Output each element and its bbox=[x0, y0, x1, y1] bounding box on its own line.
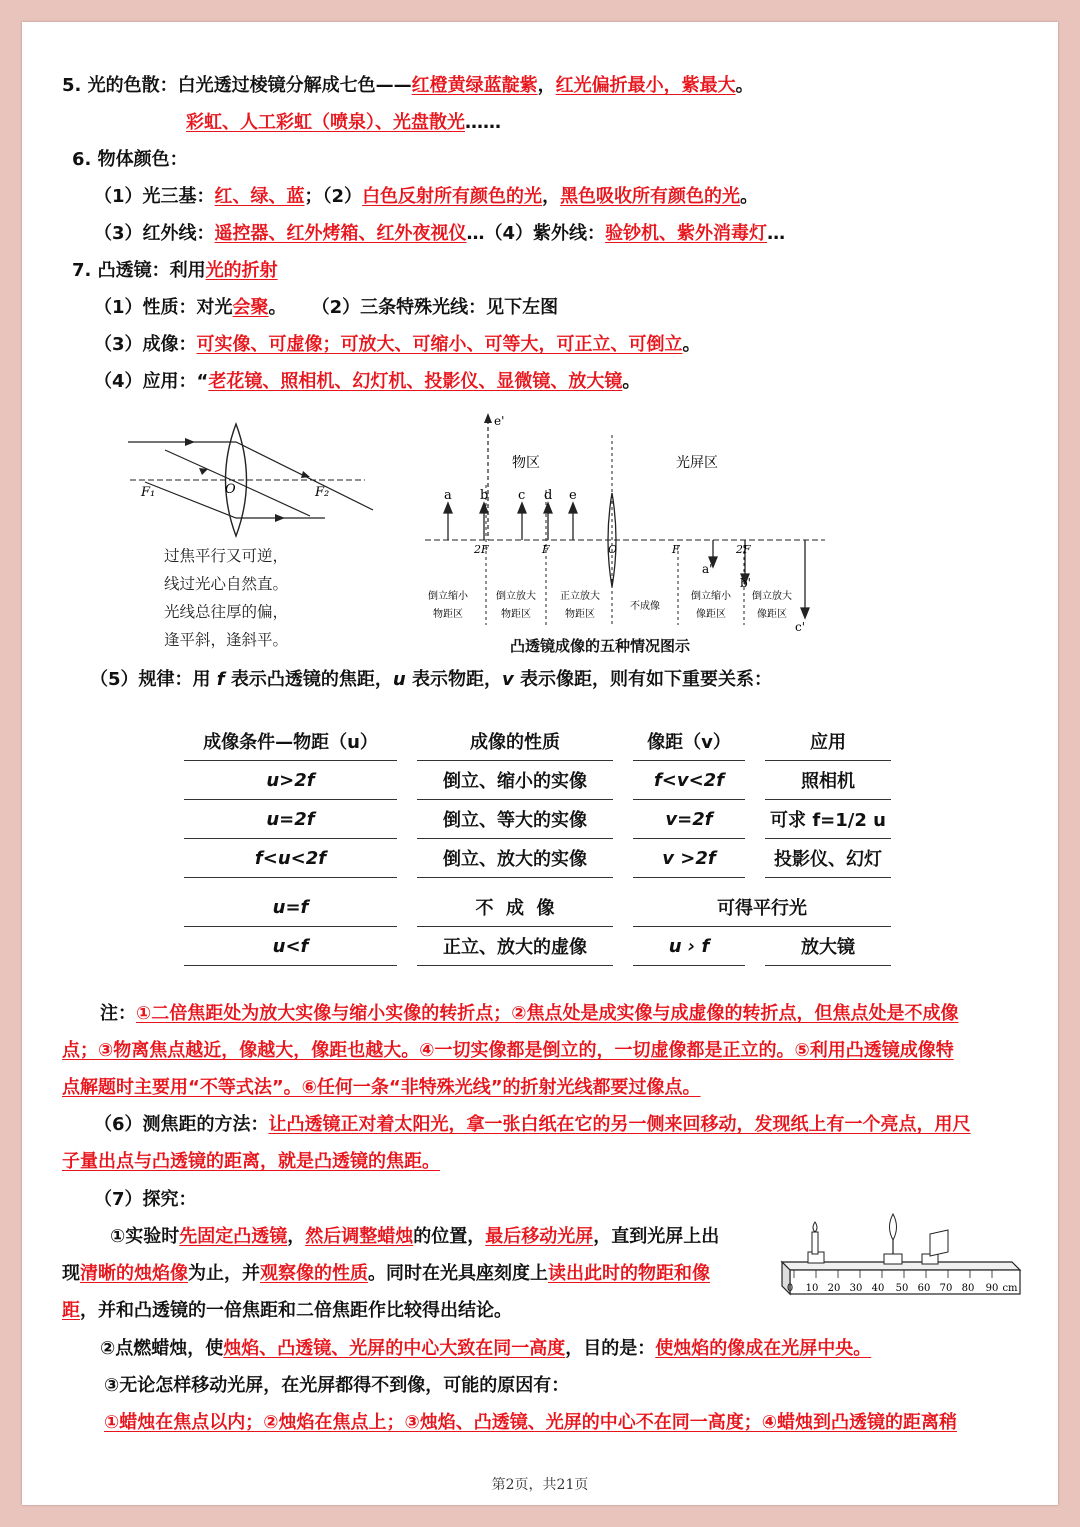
answer: 读出此时的物距和像 bbox=[548, 1263, 710, 1284]
cell: 倒立、等大的实像 bbox=[417, 800, 613, 839]
text: 。 bbox=[740, 186, 759, 207]
cell: 倒立、缩小的实像 bbox=[417, 761, 613, 800]
answer: 然后调整蜡烛 bbox=[305, 1226, 414, 1247]
cell-text: 像距区 bbox=[757, 609, 787, 620]
cell: u<f bbox=[184, 927, 397, 966]
cell-text: 不成像 bbox=[630, 601, 660, 612]
color-line-2 bbox=[94, 221, 785, 247]
screen bbox=[930, 1230, 948, 1256]
note-line-1 bbox=[100, 1001, 958, 1027]
experiment-line-3 bbox=[62, 1298, 512, 1324]
cell-text: 物距区 bbox=[565, 609, 595, 620]
tick-label: 50 bbox=[895, 1283, 909, 1294]
mark-label: 2F bbox=[736, 543, 751, 556]
rhyme-line: 逢平斜，逢斜平。 bbox=[164, 631, 289, 649]
lens-imaging bbox=[94, 332, 701, 358]
experiment-line-4 bbox=[100, 1336, 871, 1362]
text: 。同时在光具座刻度上 bbox=[368, 1263, 548, 1284]
text: （3）成像： bbox=[94, 334, 197, 355]
screen-zone-label: 光屏区 bbox=[676, 455, 718, 471]
text: 。 bbox=[622, 371, 641, 392]
answer: 、 bbox=[375, 112, 393, 133]
answer: 清晰的烛焰像 bbox=[80, 1263, 188, 1284]
answer: 观察像的性质 bbox=[260, 1263, 368, 1284]
cell-text: 倒立放大 bbox=[496, 591, 536, 602]
text: （3）红外线： bbox=[94, 223, 215, 244]
cell: u=f bbox=[184, 888, 397, 927]
experiment-line-2 bbox=[62, 1261, 710, 1287]
cell: 投影仪、幻灯 bbox=[765, 839, 891, 878]
answer: 彩虹、人工彩虹（喷泉） bbox=[186, 112, 375, 133]
mark-label: F bbox=[672, 543, 680, 556]
cell-text: 倒立放大 bbox=[752, 591, 792, 602]
note-line-3 bbox=[62, 1075, 701, 1101]
object-label: d bbox=[544, 488, 553, 503]
object-label: e bbox=[569, 488, 577, 503]
header-cell: 成像条件—物距（u） bbox=[184, 722, 397, 761]
tick-label: 20 bbox=[827, 1283, 841, 1294]
text: （1）光三基： bbox=[94, 186, 215, 207]
text: 5. 光的色散：白光透过棱镜分解成七色—— bbox=[62, 75, 412, 96]
answer: 白色反射所有颜色的光 bbox=[362, 186, 543, 207]
cell: 可求 f=1/2 u bbox=[765, 800, 891, 839]
lens-property bbox=[94, 295, 558, 321]
answer: 烛焰、凸透镜、光屏的中心大致在同一高度 bbox=[223, 1338, 566, 1359]
text: 的位置， bbox=[413, 1226, 486, 1247]
answer: 点解题时主要用“不等式法”。⑥任何一条“非特殊光线”的折射光线都要过像点。 bbox=[62, 1077, 701, 1098]
cell: u>2f bbox=[184, 761, 397, 800]
dispersion-line bbox=[62, 73, 754, 99]
tick-label: 0 bbox=[786, 1283, 794, 1294]
object-label: a bbox=[444, 488, 452, 503]
experiment-line-1 bbox=[110, 1224, 719, 1250]
table-row bbox=[184, 927, 891, 966]
lens bbox=[890, 1214, 897, 1240]
unit-label: cm bbox=[1002, 1283, 1018, 1294]
cell: f<v<2f bbox=[633, 761, 745, 800]
cell-text: 正立放大 bbox=[560, 591, 600, 602]
tick-label: 40 bbox=[871, 1283, 885, 1294]
page-number: 第2页，共21页 bbox=[491, 1477, 589, 1493]
experiment-line-5: ③无论怎样移动光屏，在光屏都得不到像，可能的原因有： bbox=[104, 1375, 570, 1396]
answer: 使烛焰的像成在光屏中央。 bbox=[655, 1338, 872, 1359]
text: （5）规律：用 bbox=[90, 669, 217, 690]
answer: 红橙黄绿蓝靛紫 bbox=[411, 75, 538, 96]
text: ①实验时 bbox=[110, 1226, 180, 1247]
text: ；（2） bbox=[304, 186, 363, 207]
cell: u=2f bbox=[184, 800, 397, 839]
answer: 验钞机、紫外消毒灯 bbox=[605, 223, 768, 244]
cell: 正立、放大的虚像 bbox=[417, 927, 613, 966]
mark-label: F bbox=[542, 543, 550, 556]
mark-label: O bbox=[608, 543, 618, 556]
var: f bbox=[216, 669, 225, 690]
answer: 先固定凸透镜 bbox=[179, 1226, 288, 1247]
header-cell: 成像的性质 bbox=[417, 722, 613, 761]
tick-label: 10 bbox=[805, 1283, 819, 1294]
arrow bbox=[484, 413, 492, 423]
lens-holder bbox=[884, 1254, 902, 1264]
text: ，直到光屏上出 bbox=[593, 1226, 720, 1247]
var: v bbox=[502, 669, 514, 690]
dispersion-examples bbox=[186, 110, 501, 136]
cell: v >2f bbox=[633, 839, 745, 878]
answer: 黑色吸收所有颜色的光 bbox=[560, 186, 741, 207]
lens-title bbox=[72, 258, 278, 284]
cell: 放大镜 bbox=[765, 927, 891, 966]
focal-method-line-1 bbox=[94, 1112, 971, 1138]
answer: 老花镜、照相机、幻灯机、投影仪、显微镜、放大镜 bbox=[208, 371, 623, 392]
text: ，目的是： bbox=[565, 1338, 656, 1359]
answer: 光盘散光 bbox=[393, 112, 465, 133]
object-label: c bbox=[518, 488, 526, 503]
cell: f<u<2f bbox=[184, 839, 397, 878]
arrow bbox=[301, 471, 310, 478]
candle bbox=[812, 1232, 818, 1254]
ray bbox=[165, 450, 310, 516]
text: 表示凸透镜的焦距， bbox=[224, 669, 393, 690]
answer: 遥控器、红外烤箱、红外夜视仪 bbox=[214, 223, 467, 244]
cell-text: 物距区 bbox=[433, 609, 463, 620]
focal-method-line-2 bbox=[62, 1149, 440, 1175]
object-label: b bbox=[480, 488, 489, 503]
text: …… bbox=[465, 112, 501, 133]
special-rays-diagram bbox=[125, 420, 375, 545]
cell-text: 倒立缩小 bbox=[691, 591, 731, 602]
text: （1）性质：对光 bbox=[94, 297, 233, 318]
answer: 点；③物离焦点越近，像越大，像距也越大。④一切实像都是倒立的，一切虚像都是正立的。⑤利用凸透镜成像特 bbox=[62, 1040, 954, 1061]
table-header bbox=[184, 722, 891, 761]
text: 。 （2）三条特殊光线：见下左图 bbox=[268, 297, 559, 318]
text: 为止，并 bbox=[188, 1263, 260, 1284]
ray-rhyme bbox=[164, 542, 288, 654]
answer: ①蜡烛在焦点以内；②烛焰在焦点上；③烛焰、凸透镜、光屏的中心不在同一高度；④蜡烛到凸透镜的距离稍 bbox=[104, 1412, 957, 1433]
text: … bbox=[767, 223, 786, 244]
text: ， bbox=[542, 186, 561, 207]
text: ，并和凸透镜的一倍焦距和二倍焦距作比较得出结论。 bbox=[80, 1300, 512, 1321]
rule-line bbox=[90, 667, 772, 693]
text: 注： bbox=[100, 1003, 136, 1024]
cell: 倒立、放大的实像 bbox=[417, 839, 613, 878]
text: 7. 凸透镜：利用 bbox=[72, 260, 206, 281]
arrow bbox=[199, 468, 208, 475]
image-label: a' bbox=[702, 562, 713, 576]
image-label: b' bbox=[740, 576, 751, 590]
lens-application bbox=[94, 369, 640, 395]
color-title: 6. 物体颜色： bbox=[72, 149, 188, 170]
imaging-cases-diagram bbox=[420, 405, 830, 635]
flame bbox=[813, 1222, 817, 1232]
text: 。 bbox=[735, 75, 754, 96]
rhyme-line: 过焦平行又可逆， bbox=[164, 547, 289, 565]
cell-text: 物距区 bbox=[501, 609, 531, 620]
object-zone-label: 物区 bbox=[512, 455, 540, 471]
ray bbox=[128, 442, 373, 510]
note-line-2 bbox=[62, 1038, 954, 1064]
answer: 可实像、可虚像；可放大、可缩小、可等大，可正立、可倒立 bbox=[196, 334, 683, 355]
table-row bbox=[184, 888, 891, 927]
text: ②点燃蜡烛，使 bbox=[100, 1338, 224, 1359]
tick-label: 30 bbox=[849, 1283, 863, 1294]
rhyme-line: 线过光心自然直。 bbox=[164, 575, 289, 593]
answer: 会聚 bbox=[232, 297, 269, 318]
var: u bbox=[392, 669, 406, 690]
header-cell: 像距（v） bbox=[633, 722, 745, 761]
cell: 可得平行光 bbox=[633, 888, 891, 927]
text: （6）测焦距的方法： bbox=[94, 1114, 269, 1135]
mark-label: 2F bbox=[474, 543, 489, 556]
cell: 照相机 bbox=[765, 761, 891, 800]
rhyme-line: 光线总往厚的偏， bbox=[164, 603, 289, 621]
text: …（4）紫外线： bbox=[466, 223, 606, 244]
text: ， bbox=[287, 1226, 306, 1247]
f2-label: F₂ bbox=[315, 485, 330, 500]
table-row bbox=[184, 800, 891, 839]
table-row bbox=[184, 839, 891, 878]
answer: 距 bbox=[62, 1300, 80, 1321]
cell-text: 倒立缩小 bbox=[428, 591, 468, 602]
arrow bbox=[275, 514, 285, 522]
header-cell: 应用 bbox=[765, 722, 891, 761]
experiment-title: （7）探究： bbox=[94, 1189, 197, 1210]
cell: 不 成 像 bbox=[417, 888, 613, 927]
f1-label: F₁ bbox=[141, 485, 156, 500]
text: 表示物距， bbox=[405, 669, 503, 690]
text: ， bbox=[537, 75, 556, 96]
zone-cells bbox=[428, 589, 792, 620]
text: 。 bbox=[682, 334, 701, 355]
table-row bbox=[184, 761, 891, 800]
text: 现 bbox=[62, 1263, 80, 1284]
answer: 让凸透镜正对着太阳光，拿一张白纸在它的另一侧来回移动，发现纸上有一个亮点，用尺 bbox=[268, 1114, 971, 1135]
color-line-1 bbox=[94, 184, 758, 210]
image-label: c' bbox=[795, 620, 806, 634]
tick-label: 90 bbox=[985, 1283, 999, 1294]
tick-label: 70 bbox=[939, 1283, 953, 1294]
text: （4）应用：“ bbox=[94, 371, 209, 392]
answer: 光的折射 bbox=[205, 260, 278, 281]
e-prime-label: e' bbox=[494, 414, 505, 428]
answer: 最后移动光屏 bbox=[485, 1226, 594, 1247]
arrow bbox=[185, 438, 195, 446]
cell: v=2f bbox=[633, 800, 745, 839]
answer: 红光偏折最小，紫最大 bbox=[555, 75, 736, 96]
answer: ①二倍焦距处为放大实像与缩小实像的转折点；②焦点处是成实像与成虚像的转折点，但焦点处是不成像 bbox=[136, 1003, 959, 1024]
answer: 子量出点与凸透镜的距离，就是凸透镜的焦距。 bbox=[62, 1151, 440, 1172]
tick-label: 80 bbox=[961, 1283, 975, 1294]
tick-label: 60 bbox=[917, 1283, 931, 1294]
answer: 红、绿、蓝 bbox=[214, 186, 305, 207]
imaging-rules-table bbox=[164, 722, 911, 966]
optical-bench-image bbox=[772, 1210, 1022, 1302]
imaging-caption: 凸透镜成像的五种情况图示 bbox=[510, 637, 691, 655]
cell: u › f bbox=[633, 927, 745, 966]
experiment-line-6 bbox=[104, 1410, 957, 1436]
cell-text: 像距区 bbox=[696, 609, 726, 620]
o-label: O bbox=[225, 482, 236, 497]
text: 表示像距，则有如下重要关系： bbox=[513, 669, 773, 690]
